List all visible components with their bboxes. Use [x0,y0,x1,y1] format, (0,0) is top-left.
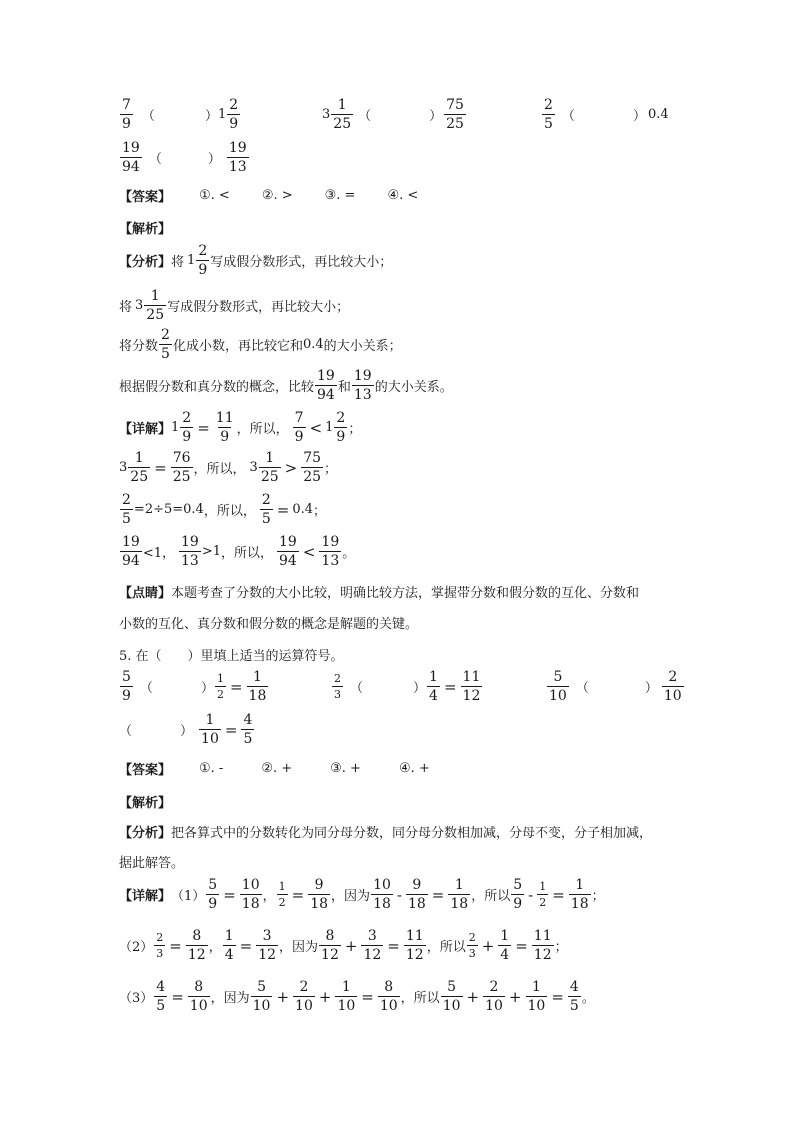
dianjing-line-1: 【点睛】 本题考查了分数的大小比较，明确比较方法，掌握带分数和假分数的互化、分数和 [119,586,640,601]
fenxi-line-4: 根据假分数和真分数的概念，比较 19 94 和 19 13 的大小关系。 [119,368,453,403]
fraction: 2 3 [468,931,476,960]
answer-item: ②. > [261,188,293,203]
q5-row1-item2: 2 3 （ ） $\frac{1}{4}$ = $\frac{11}{12}$ [334,669,481,704]
fraction: 2 10 [663,669,682,704]
fraction: 19 94 [122,534,140,569]
fraction: $\frac{9}{18}$ [407,877,426,912]
fraction: 2 5 [544,97,553,132]
q5-row1-item1: 5 9 （ ） $\frac{1}{2}$ = $\frac{1}{18}$ [122,669,267,704]
analysis-heading: 【解析】 [119,222,172,237]
fraction: $\frac{9}{18}$ [310,877,329,912]
fenxi-line-3: 将分数 2 5 化成小数，再比较它和 0.4 的大小关系； [119,327,402,362]
answer-item: ③. = [324,188,356,203]
fraction: $\frac{8}{10}$ [189,979,208,1014]
fraction: $\frac{1}{25}$ [130,450,149,485]
answer-item: ④. + [398,761,430,776]
fraction: $\frac{11}{12}$ [462,669,481,704]
fraction: 10 18 [373,877,391,912]
fraction: 5 10 [252,979,271,1014]
dianjing-line-2: 小数的互化、真分数和假分数的概念是解题的关键。 [119,617,419,632]
fraction: $\frac{1}{2}$ [216,672,224,701]
xiangjie-line-3: $\frac{2}{5}$ =2÷5=0.4 ，所以， $\frac{2}{5}$ = 0.4 ； [122,492,327,527]
fraction: 2 9 [229,97,239,132]
q5-row2: （ ） $\frac{1}{10}$ = $\frac{4}{5}$ [119,712,253,747]
q5-xiangjie-2: （2） $\frac{2}{3}$ = $\frac{8}{12}$ ， $\frac{1}{4}$ = $\frac{3}{12}$ ，因为 8 12 + $\frac{3}{12}$ = $\frac{11}{12}$ ，所以 2 3 + $\frac{1}{4}$ = $\frac{11}{12}$ ； [119,928,568,963]
fraction: $\frac{2}{10}$ [295,979,313,1014]
q5-title: 5. 在（ ）里填上适当的运算符号。 [119,649,344,664]
fraction: $\frac{1}{10}$ [527,979,546,1014]
fraction: $\frac{1}{10}$ [337,979,356,1014]
q5-answer-line: 【答案】 ①. - ②. + ③. + ④. + [119,761,430,778]
fraction: 2 9 [198,243,208,278]
q4-answer-line [119,186,418,205]
q5-xiangjie-3: （3） $\frac{4}{5}$ = $\frac{8}{10}$ ，因为 5 10 + $\frac{2}{10}$ + $\frac{1}{10}$ = $\frac{8}{10}$ ，所以 5 10 + $\frac{2}{10}$ + $\frac{1}{10}$ = $\frac{4}{5}$ 。 [119,979,595,1014]
fraction: 5 10 [442,979,461,1014]
fraction: 2 5 [161,327,170,362]
fraction: 19 13 [353,368,372,403]
q4-row1-item2: 3 1 25 （ ） 75 25 [322,97,464,132]
fraction: $\frac{76}{25}$ [172,450,191,485]
q5-xiangjie-1: 【详解】 （1） $\frac{5}{9}$ = $\frac{10}{18}$ ， $\frac{1}{2}$ = $\frac{9}{18}$ ，因为 10 18 - $\frac{9}{18}$ = $\frac{1}{18}$ ，所以 5 9 - $\frac{1}{2}$ = $\frac{1}{18}$ ； [119,877,605,912]
fraction: 19 94 [317,368,335,403]
fraction: $\frac{2}{9}$ [182,410,192,445]
fraction: $\frac{3}{12}$ [363,928,382,963]
q5-analysis-heading: 【解析】 [119,796,172,811]
fraction: $\frac{10}{18}$ [241,877,260,912]
fraction: $\frac{1}{4}$ [429,669,438,704]
answer-item: ①. - [199,761,224,776]
fraction: $\frac{1}{2}$ [539,880,547,909]
xiangjie-line-2: 3 $\frac{1}{25}$ = $\frac{76}{25}$ ，所以， 3 1 25 > 75 25 ； [119,450,338,485]
q4-row2: 19 94 （ ） 19 13 [122,140,247,175]
fenxi-line-2: 将 3 1 25 写成假分数形式，再比较大小； [119,288,350,323]
fraction: 19 94 [122,140,140,175]
fraction: $\frac{1}{4}$ [224,928,234,963]
answer-item: ③. + [330,761,361,776]
fenxi-line-1: 【分析】 将 1 2 9 写成假分数形式，再比较大小； [119,243,393,278]
answer-item: ④. < [387,188,419,203]
fraction: $\frac{4}{5}$ [569,979,579,1014]
fraction: 8 12 [321,928,339,963]
fraction: $\frac{2}{5}$ [122,492,131,527]
fraction: $\frac{2}{3}$ [156,931,164,960]
q5-row1-item3: 5 10 （ ） 2 10 [549,669,682,704]
fraction: 1 25 [333,97,352,132]
fraction: 19 13 [181,534,199,569]
q5-fenxi-2: 据此解答。 [119,856,185,871]
fraction: $\frac{4}{5}$ [156,979,166,1014]
fraction: $\frac{1}{10}$ [201,712,219,747]
fraction: 5 9 [513,877,523,912]
blank-paren-open: （ [141,109,155,124]
q4-row1: 7 9 （ ） 1 2 9 [122,97,239,132]
fraction: $\frac{2}{10}$ [485,979,503,1014]
answer-label: 【答案】 [119,190,172,205]
fraction: $\frac{1}{18}$ [570,877,589,912]
fraction: $\frac{5}{9}$ [208,877,218,912]
fraction: 7 9 [294,410,304,445]
fraction: $\frac{1}{18}$ [248,669,267,704]
fraction: $\frac{8}{12}$ [187,928,206,963]
fraction: $\frac{1}{4}$ [500,928,510,963]
fraction: 75 25 [446,97,464,132]
fraction: $\frac{11}{12}$ [405,928,424,963]
fraction: $\frac{1}{2}$ [278,880,286,909]
fraction: 5 9 [122,669,131,704]
q5-fenxi-1: 【分析】 把各算式中的分数转化为同分母分数，同分母分数相加减，分母不变，分子相加减， [119,826,653,841]
fraction: $\frac{2}{5}$ [261,492,271,527]
fraction: 7 9 [122,97,131,132]
fraction: 1 25 [146,288,165,323]
fraction: $\frac{1}{18}$ [450,877,469,912]
blank-paren-close: ） [204,109,218,124]
fraction: 19 94 [279,534,297,569]
fraction: $\frac{8}{10}$ [379,979,398,1014]
xiangjie-line-4: 19 94 <1， 19 13 >1 ，所以， 19 94 < 19 13 。 [122,534,356,569]
fraction: $\frac{3}{12}$ [258,928,277,963]
fraction: 19 13 [321,534,340,569]
fraction: 19 13 [228,140,247,175]
fraction: 5 10 [549,669,567,704]
q4-row1-item3: 2 5 （ ） 0.4 [544,97,669,132]
answer-item: ①. < [199,188,230,203]
fraction: 1 25 [260,450,279,485]
fraction: 2 3 [334,672,341,701]
fraction: 75 25 [303,450,322,485]
fraction: 2 9 [336,410,346,445]
fraction: $\frac{11}{12}$ [533,928,552,963]
fraction: $\frac{4}{5}$ [243,712,253,747]
fraction: $\frac{11}{9}$ [215,410,234,445]
answer-item: ②. + [261,761,293,776]
xiangjie-line-1: 【详解】 1 $\frac{2}{9}$ = $\frac{11}{9}$ ，所以， 7 9 < 1 2 9 ； [119,410,362,445]
